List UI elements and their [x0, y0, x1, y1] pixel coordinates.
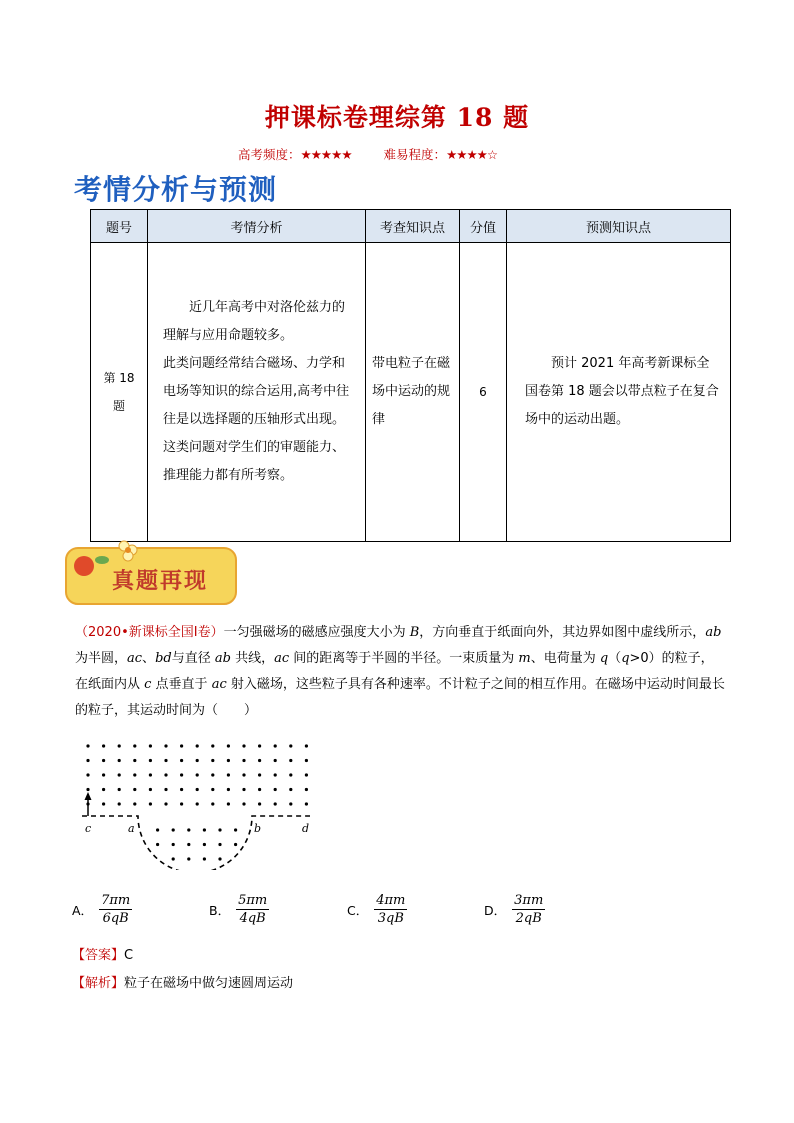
field-dots — [86, 744, 308, 860]
choices — [72, 893, 672, 943]
entry-arrow-icon — [85, 792, 92, 816]
section-title: 考情分析与预测 — [74, 173, 278, 206]
choice-c[interactable]: C． $\frac{4\pi m}{3qB}$ — [347, 893, 406, 926]
table-header-row — [91, 210, 731, 243]
difficulty-stars: ★★★★☆ — [446, 147, 498, 162]
frequency-label: 高考频度： — [238, 147, 301, 162]
choice-b[interactable]: B． $\frac{5\pi m}{4qB}$ — [209, 893, 268, 926]
cell-prediction: 预计 2021 年高考新课标全国卷第 18 题会以带点粒子在复合场中的运动出题。 — [507, 243, 731, 542]
banner-text: 真题再现 — [111, 568, 209, 594]
label-b: b — [254, 822, 262, 835]
boundary-dashed-line — [82, 816, 310, 870]
analysis-paragraph-1: 近几年高考中对洛伦兹力的理解与应用命题较多。 — [163, 300, 346, 343]
header-number: 题号 — [91, 210, 148, 243]
cell-number: 第 18 题 — [91, 243, 148, 542]
answer-value: C — [124, 948, 134, 963]
magnetic-field-figure — [82, 740, 318, 870]
label-a: a — [128, 822, 135, 835]
table-row — [91, 243, 731, 542]
arc-ab: ab — [705, 625, 722, 640]
header-knowledge: 考查知识点 — [366, 210, 460, 243]
analysis-table — [90, 209, 731, 542]
answer-label: 【答案】 — [72, 948, 125, 963]
ratings-line — [238, 145, 497, 163]
label-d: d — [302, 822, 310, 835]
analysis-text: 粒子在磁场中做匀速圆周运动 — [124, 976, 294, 991]
difficulty-label: 难易程度： — [383, 147, 447, 162]
choice-d[interactable]: D． $\frac{3\pi m}{2qB}$ — [484, 893, 544, 926]
cell-knowledge: 带电粒子在磁场中运动的规律 — [366, 243, 460, 542]
analysis-paragraph-2: 此类问题经常结合磁场、力学和电场等知识的综合运用,高考中往往是以选择题的压轴形式出现。这类问题对学生们的审题能力、推理能力都有所考察。 — [163, 356, 350, 483]
header-analysis: 考情分析 — [148, 210, 366, 243]
page-title: 押课标卷理综第 18 题 — [264, 103, 530, 132]
cell-analysis — [148, 243, 366, 542]
header-prediction: 预测知识点 — [507, 210, 731, 243]
answer-line — [72, 944, 133, 963]
analysis-label: 【解析】 — [72, 976, 125, 991]
cell-score: 6 — [460, 243, 507, 542]
analysis-line — [72, 972, 293, 991]
choice-a[interactable]: A． $\frac{7\pi m}{6qB}$ — [72, 893, 131, 926]
fruit-icon — [74, 556, 94, 576]
problem-text: （2020•新课标全国Ⅰ卷）一匀强磁场的磁感应强度大小为 B，方向垂直于纸面向外，其边界如图中虚线所示，ab为半圆，ac、bd与直径 ab 共线，ac 间的距离等于半圆的半径。一束质量为 m、电荷量为 q（q>0）的粒子，在纸面内从 c 点垂直于 ac 射入磁场，这些粒子具有各种速率。不计粒子之间的相互作用。在磁场中运动时间最长的粒子，其运动时间为（ ） — [75, 625, 725, 718]
header-score: 分值 — [460, 210, 507, 243]
section-banner — [62, 540, 238, 608]
label-c: c — [85, 822, 92, 835]
problem-source: （2020•新课标全国Ⅰ卷） — [75, 625, 224, 640]
leaf-icon — [95, 556, 109, 564]
frequency-stars: ★★★★★ — [300, 147, 352, 162]
